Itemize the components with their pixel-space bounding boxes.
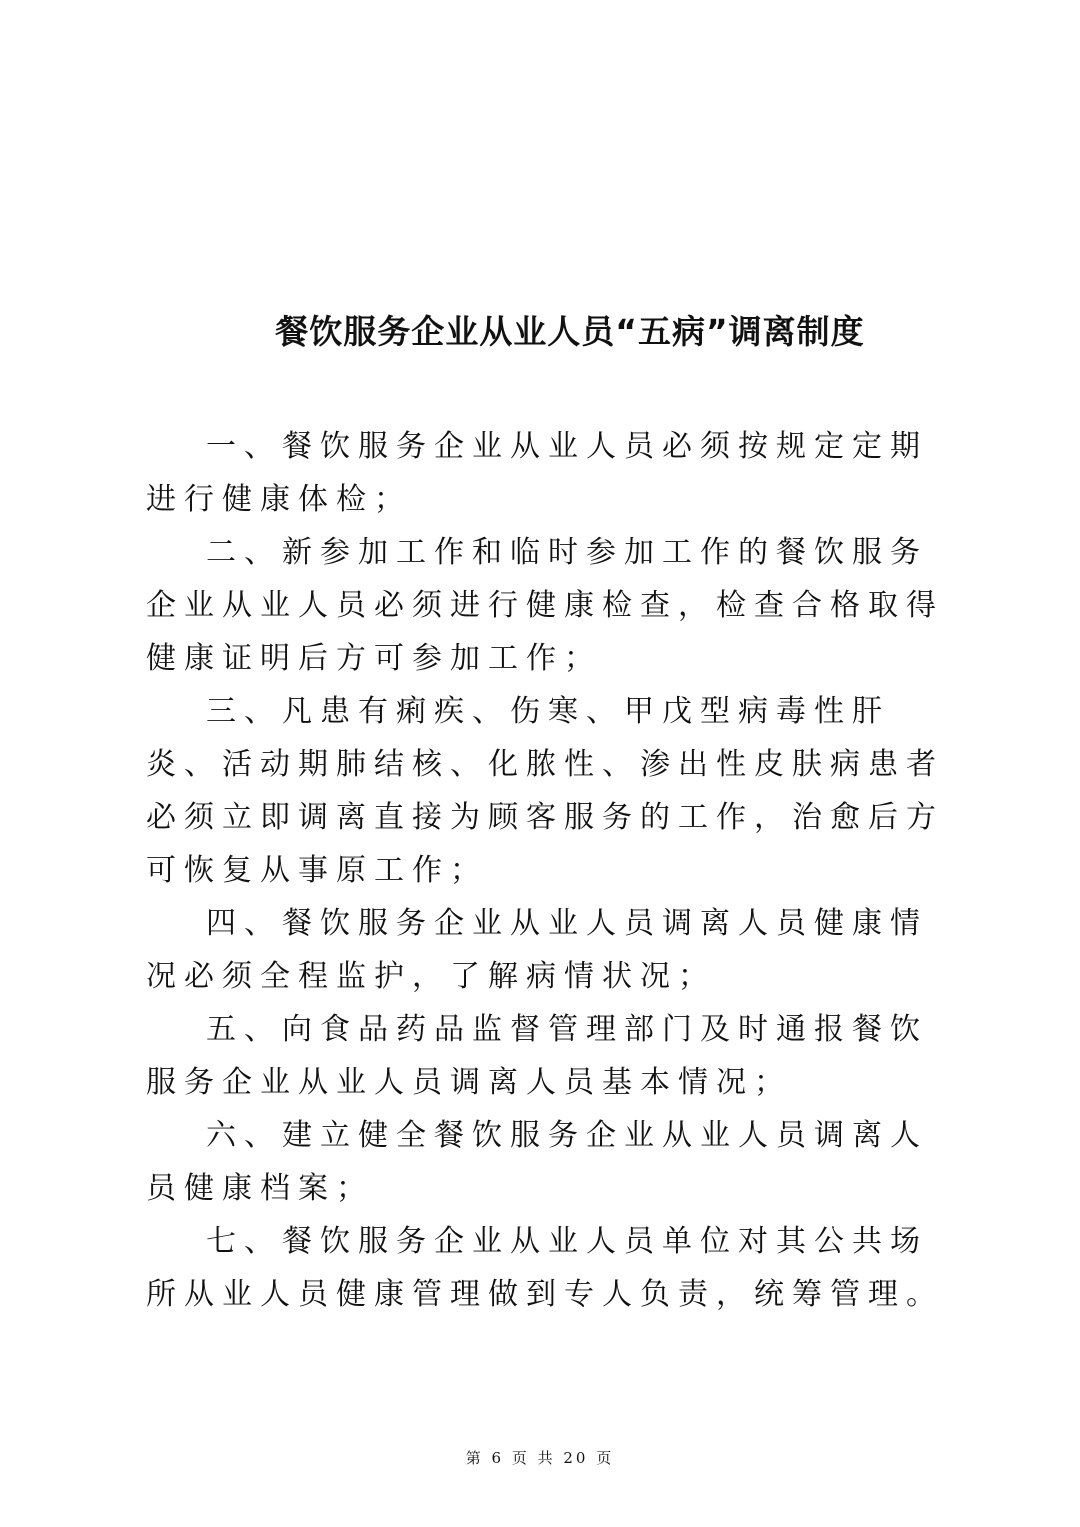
paragraph-7: 七、餐饮服务企业从业人员单位对其公共场所从业人员健康管理做到专人负责，统筹管理。	[146, 1224, 944, 1312]
paragraph-1: 一、餐饮服务企业从业人员必须按规定定期进行健康体检；	[146, 429, 928, 517]
paragraph-6: 六、建立健全餐饮服务企业从业人员调离人员健康档案；	[146, 1118, 928, 1206]
paragraph-4: 四、餐饮服务企业从业人员调离人员健康情况必须全程监护，了解病情状况；	[146, 906, 928, 994]
page-number: 第 6 页 共 20 页	[465, 1449, 615, 1467]
document-body	[146, 420, 950, 1321]
document-title: 餐饮服务企业从业人员“五病”调离制度	[275, 312, 865, 351]
paragraph-5: 五、向食品药品监督管理部门及时通报餐饮服务企业从业人员调离人员基本情况；	[146, 1012, 928, 1100]
paragraph-3: 三、凡患有痢疾、伤寒、甲戊型病毒性肝炎、活动期肺结核、化脓性、渗出性皮肤病患者必须立即调离直接为顾客服务的工作，治愈后方可恢复从事原工作；	[146, 694, 944, 888]
paragraph-2: 二、新参加工作和临时参加工作的餐饮服务企业从业人员必须进行健康检查，检查合格取得健康证明后方可参加工作；	[146, 535, 944, 676]
